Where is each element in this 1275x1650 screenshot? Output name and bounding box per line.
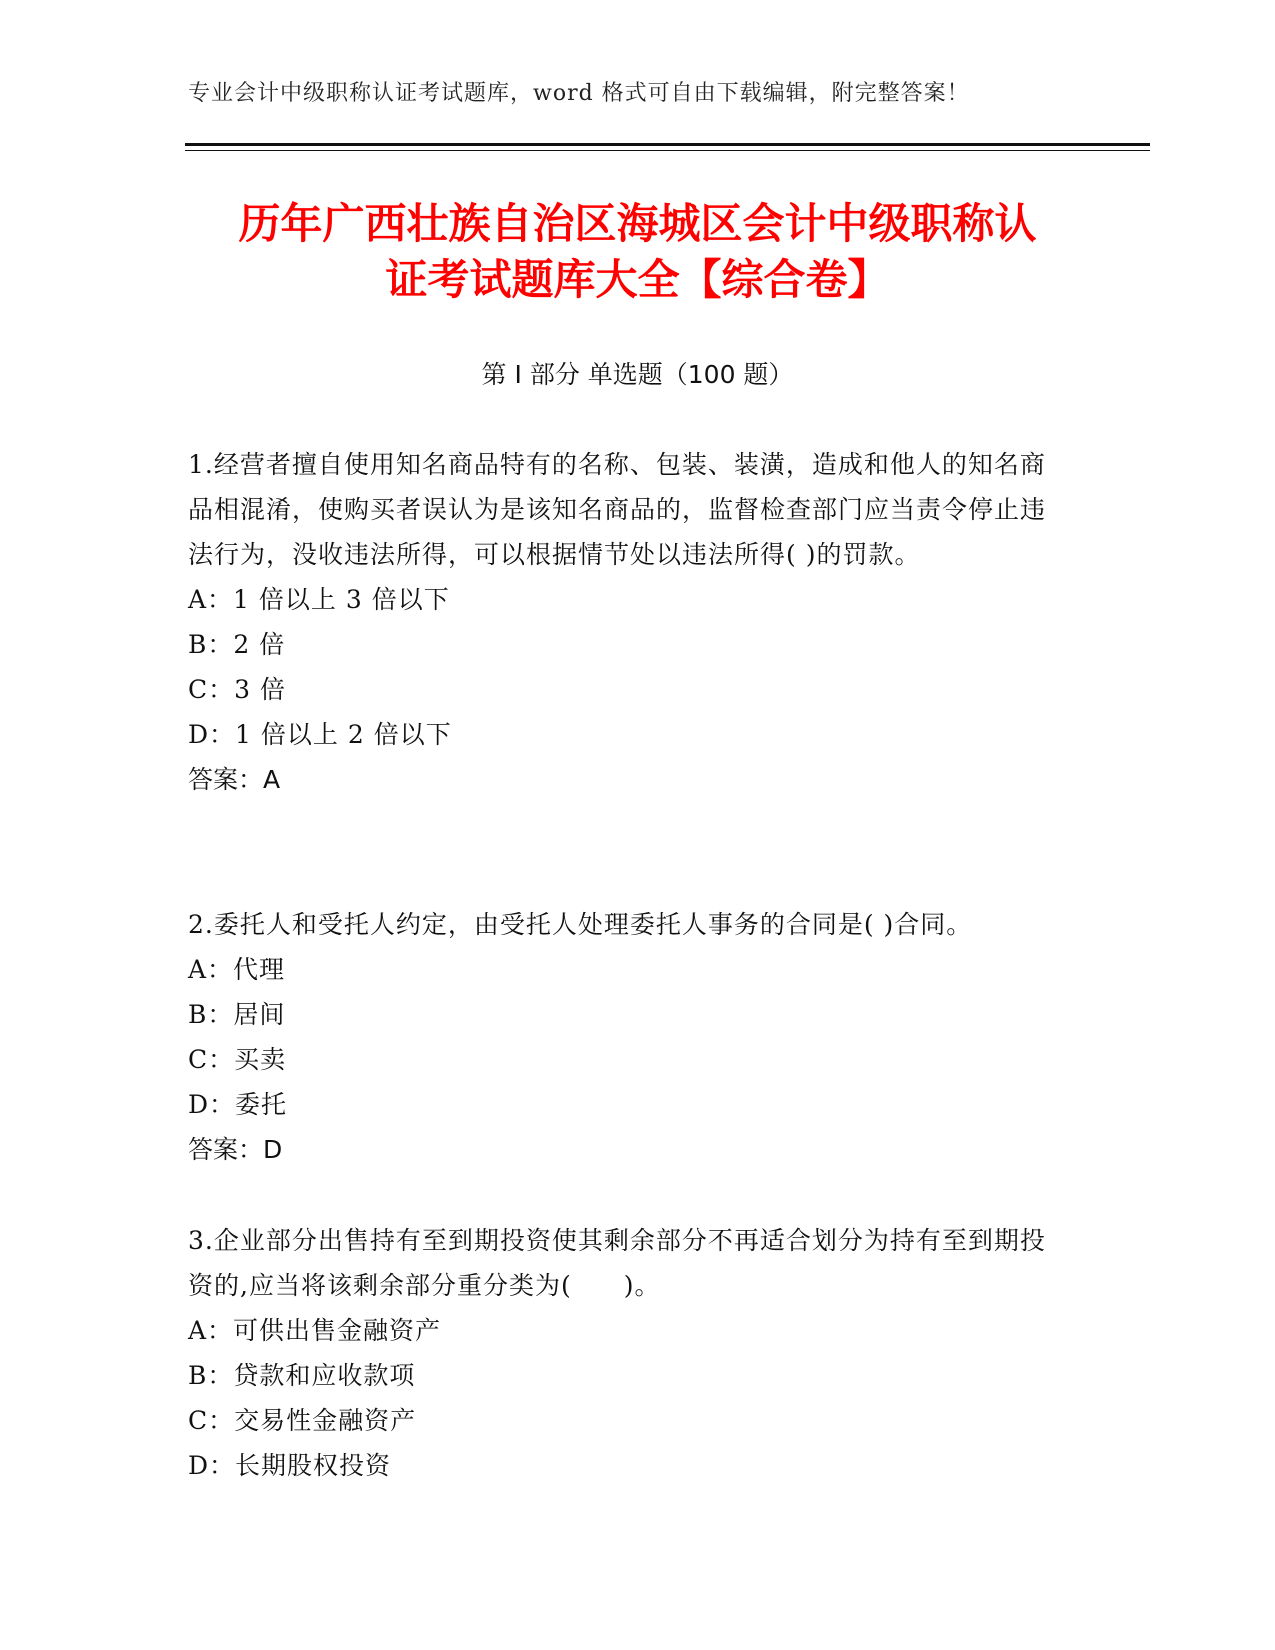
question-text: 1.经营者擅自使用知名商品特有的名称、包装、装潢，造成和他人的知名商品相混淆，使购买者误认为是该知名商品的，监督检查部门应当责令停止违法行为，没收违法所得，可以根据情节处以违法所得( )的罚款。 [188, 450, 1047, 569]
option-a: A：可供出售金融资产 [188, 1316, 442, 1345]
question-3 [188, 1218, 1068, 1488]
question-1 [188, 442, 1068, 802]
document-title-line-2: 证考试题库大全【综合卷】 [385, 255, 890, 304]
option-c: C：交易性金融资产 [188, 1406, 417, 1435]
document-title-line-1: 历年广西壮族自治区海城区会计中级职称认 [238, 199, 1037, 248]
question-text: 2.委托人和受托人约定，由受托人处理委托人事务的合同是( )合同。 [188, 910, 973, 939]
option-c: C：买卖 [188, 1045, 287, 1074]
option-d: D：1 倍以上 2 倍以下 [188, 720, 452, 749]
header-note: 专业会计中级职称认证考试题库，word 格式可自由下载编辑，附完整答案！ [188, 81, 970, 106]
option-b: B：居间 [188, 1000, 286, 1029]
option-c: C：3 倍 [188, 675, 286, 704]
answer: 答案：D [188, 1135, 283, 1164]
option-a: A：1 倍以上 3 倍以下 [188, 585, 450, 614]
question-text: 3.企业部分出售持有至到期投资使其剩余部分不再适合划分为持有至到期投资的,应当将该剩余部分重分类为( )。 [188, 1226, 1046, 1300]
option-a: A：代理 [188, 955, 286, 984]
header-rule-thin [185, 150, 1150, 151]
option-b: B：贷款和应收款项 [188, 1361, 416, 1390]
option-d: D：委托 [188, 1090, 288, 1119]
document-title [185, 196, 1090, 308]
answer: 答案：A [188, 765, 281, 794]
header-rule-thick [185, 143, 1150, 146]
question-2 [188, 902, 1068, 1172]
option-b: B：2 倍 [188, 630, 286, 659]
option-d: D：长期股权投资 [188, 1451, 392, 1480]
section-title: 第 I 部分 单选题（100 题） [481, 360, 794, 389]
